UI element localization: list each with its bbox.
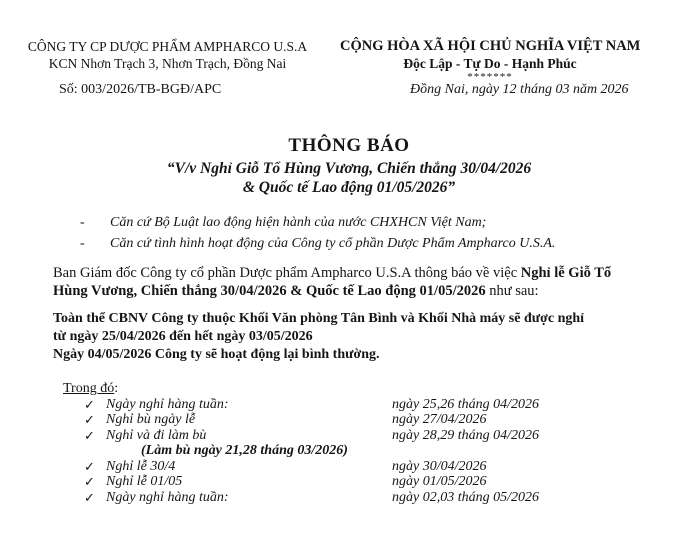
schedule-date: ngày 02,03 tháng 05/2026 xyxy=(392,489,539,505)
notice-line-1: Toàn thể CBNV Công ty thuộc Khối Văn phòng Tân Bình và Khối Nhà máy sẽ được nghỉ xyxy=(53,311,585,326)
notice-paragraph xyxy=(53,310,584,364)
intro-suffix: như sau: xyxy=(485,283,539,299)
place-and-date: Đồng Nai, ngày 12 tháng 03 năm 2026 xyxy=(410,82,629,97)
checkmark-icon: ✓ xyxy=(84,396,95,412)
legal-basis-item xyxy=(80,212,555,233)
subject-line-1: “V/v Nghỉ Giỗ Tổ Hùng Vương, Chiến thắng 30/04/2026 xyxy=(166,160,532,177)
document-subject xyxy=(0,159,698,197)
schedule-item xyxy=(63,474,539,490)
document-number: Số: 003/2026/TB-BGĐ/APC xyxy=(59,82,222,97)
schedule-label: Ngày nghỉ hàng tuần: xyxy=(106,489,229,505)
intro-bold-2: Hùng Vương, Chiến thắng 30/04/2026 & Quốc tế Lao động 01/05/2026 xyxy=(53,283,486,299)
legal-basis-item xyxy=(80,233,555,254)
intro-bold-1: Nghỉ lễ Giỗ Tổ xyxy=(520,265,612,281)
schedule-item xyxy=(63,397,539,413)
schedule-date: ngày 30/04/2026 xyxy=(392,458,487,474)
nation-title: CỘNG HÒA XÃ HỘI CHỦ NGHĨA VIỆT NAM xyxy=(340,38,641,54)
schedule-item xyxy=(63,428,539,444)
schedule-date: ngày 27/04/2026 xyxy=(392,412,487,427)
document-title: THÔNG BÁO xyxy=(288,135,410,156)
schedule-label: Nghỉ lễ 30/4 xyxy=(106,458,176,474)
schedule-label: Nghỉ lễ 01/05 xyxy=(106,474,183,489)
schedule-item xyxy=(63,412,539,428)
details-heading: Trong đó: xyxy=(63,381,119,396)
makeup-work-note: (Làm bù ngày 21,28 tháng 03/2026) xyxy=(141,443,348,458)
separator-stars: ******* xyxy=(467,71,513,83)
dash-bullet: - xyxy=(80,215,85,230)
checkmark-icon: ✓ xyxy=(84,427,95,443)
schedule-item xyxy=(63,459,539,475)
schedule-label: Ngày nghỉ hàng tuần: xyxy=(106,396,229,412)
checkmark-icon: ✓ xyxy=(84,489,95,505)
schedule-label: Nghỉ và đi làm bù xyxy=(106,427,207,443)
checkmark-icon: ✓ xyxy=(84,412,95,427)
dash-bullet: - xyxy=(80,236,85,251)
checkmark-icon: ✓ xyxy=(84,458,95,474)
national-header xyxy=(340,38,640,82)
notice-line-3: Ngày 04/05/2026 Công ty sẽ hoạt động lại bình thường. xyxy=(53,347,380,362)
company-address: KCN Nhơn Trạch 3, Nhơn Trạch, Đồng Nai xyxy=(48,56,287,71)
intro-text: Ban Giám đốc Công ty cổ phần Dược phẩm Ampharco U.S.A thông báo về việc xyxy=(53,265,521,281)
schedule-date: ngày 01/05/2026 xyxy=(392,474,487,489)
schedule-details xyxy=(63,381,539,505)
subject-line-2: & Quốc tế Lao động 01/05/2026” xyxy=(242,179,456,196)
intro-paragraph xyxy=(53,264,611,300)
schedule-item xyxy=(63,490,539,506)
legal-bases-list xyxy=(80,212,555,254)
company-header xyxy=(20,38,315,72)
company-name: CÔNG TY CP DƯỢC PHẨM AMPHARCO U.S.A xyxy=(27,39,308,54)
legal-basis-text: Căn cứ Bộ Luật lao động hiện hành của nước CHXHCN Việt Nam; xyxy=(110,215,487,230)
schedule-label: Nghỉ bù ngày lễ xyxy=(106,412,196,427)
schedule-date: ngày 25,26 tháng 04/2026 xyxy=(392,396,539,412)
schedule-date: ngày 28,29 tháng 04/2026 xyxy=(392,427,539,443)
notice-line-2: từ ngày 25/04/2026 đến hết ngày 03/05/2026 xyxy=(53,329,313,344)
checkmark-icon: ✓ xyxy=(84,474,95,489)
national-motto: Độc Lập - Tự Do - Hạnh Phúc xyxy=(403,56,577,71)
legal-basis-text: Căn cứ tình hình hoạt động của Công ty cổ phần Dược Phẩm Ampharco U.S.A. xyxy=(110,236,556,251)
